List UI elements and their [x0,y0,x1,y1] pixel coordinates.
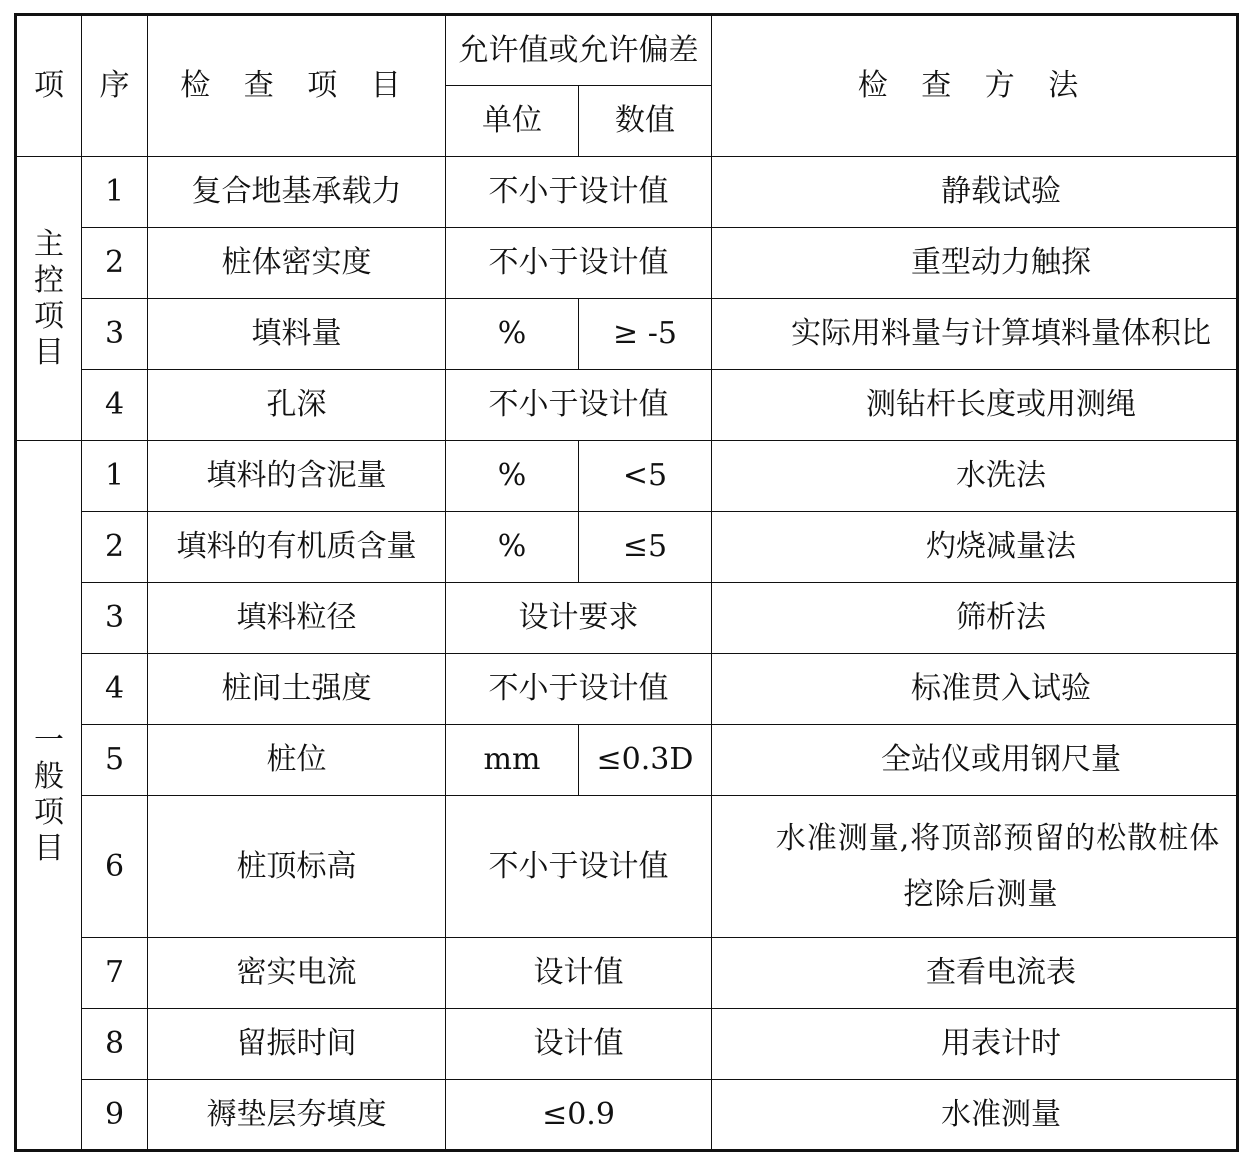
inspection-table [14,13,1239,1152]
table-row [16,1009,1238,1080]
row-value: ≤5 [579,512,712,583]
table-row [16,796,1238,938]
header-unit: 单位 [446,86,579,157]
row-tolerance: 设计值 [446,1009,712,1080]
row-value: ≤0.3D [579,725,712,796]
row-seq: 3 [82,583,148,654]
row-seq: 6 [82,796,148,938]
row-seq: 9 [82,1080,148,1151]
row-item: 填料的含泥量 [148,441,446,512]
row-tolerance: 不小于设计值 [446,157,712,228]
row-unit: % [446,441,579,512]
header-item: 检 查 项 目 [148,15,446,157]
row-item: 复合地基承载力 [148,157,446,228]
table-row [16,583,1238,654]
row-tolerance: 设计值 [446,938,712,1009]
table-row [16,725,1238,796]
row-item: 留振时间 [148,1009,446,1080]
header-row-top [16,15,1238,86]
table-row [16,938,1238,1009]
row-method: 水准测量 [712,1080,1238,1151]
row-seq: 1 [82,157,148,228]
row-method: 筛析法 [712,583,1238,654]
row-item: 孔深 [148,370,446,441]
row-value: ≥ -5 [579,299,712,370]
header-value: 数值 [579,86,712,157]
header-tolerance: 允许值或允许偏差 [446,15,712,86]
row-item: 填料的有机质含量 [148,512,446,583]
row-method: 灼烧减量法 [712,512,1238,583]
row-tolerance: ≤0.9 [446,1080,712,1151]
row-tolerance: 不小于设计值 [446,228,712,299]
row-tolerance: 不小于设计值 [446,370,712,441]
row-seq: 2 [82,228,148,299]
header-seq: 序 [82,15,148,157]
table-row [16,370,1238,441]
table-row [16,228,1238,299]
row-method: 测钻杆长度或用测绳 [712,370,1238,441]
table-row [16,299,1238,370]
header-category: 项 [16,15,82,157]
row-tolerance: 不小于设计值 [446,654,712,725]
row-method: 静载试验 [712,157,1238,228]
row-tolerance: 设计要求 [446,583,712,654]
row-seq: 4 [82,654,148,725]
row-method: 全站仪或用钢尺量 [712,725,1238,796]
row-seq: 2 [82,512,148,583]
row-method: 水准测量,将顶部预留的松散桩体挖除后测量 [712,796,1238,938]
group-general-label: 一 般 项 目 [16,441,82,1151]
row-seq: 8 [82,1009,148,1080]
row-unit: % [446,512,579,583]
row-item: 桩体密实度 [148,228,446,299]
row-method: 水洗法 [712,441,1238,512]
row-method: 重型动力触探 [712,228,1238,299]
row-seq: 1 [82,441,148,512]
table-row [16,441,1238,512]
row-seq: 7 [82,938,148,1009]
row-seq: 5 [82,725,148,796]
row-item: 桩位 [148,725,446,796]
row-item: 桩顶标高 [148,796,446,938]
row-unit: % [446,299,579,370]
row-method: 实际用料量与计算填料量体积比 [712,299,1238,370]
row-tolerance: 不小于设计值 [446,796,712,938]
table-row [16,654,1238,725]
row-item: 桩间土强度 [148,654,446,725]
row-method: 查看电流表 [712,938,1238,1009]
table-row [16,1080,1238,1151]
row-unit: mm [446,725,579,796]
row-seq: 3 [82,299,148,370]
row-item: 填料粒径 [148,583,446,654]
group-main-label: 主 控 项 目 [16,157,82,441]
row-seq: 4 [82,370,148,441]
row-item: 填料量 [148,299,446,370]
row-method: 用表计时 [712,1009,1238,1080]
row-value: <5 [579,441,712,512]
header-method: 检 查 方 法 [712,15,1238,157]
table-row [16,157,1238,228]
row-method: 标准贯入试验 [712,654,1238,725]
row-item: 褥垫层夯填度 [148,1080,446,1151]
table-row [16,512,1238,583]
row-item: 密实电流 [148,938,446,1009]
